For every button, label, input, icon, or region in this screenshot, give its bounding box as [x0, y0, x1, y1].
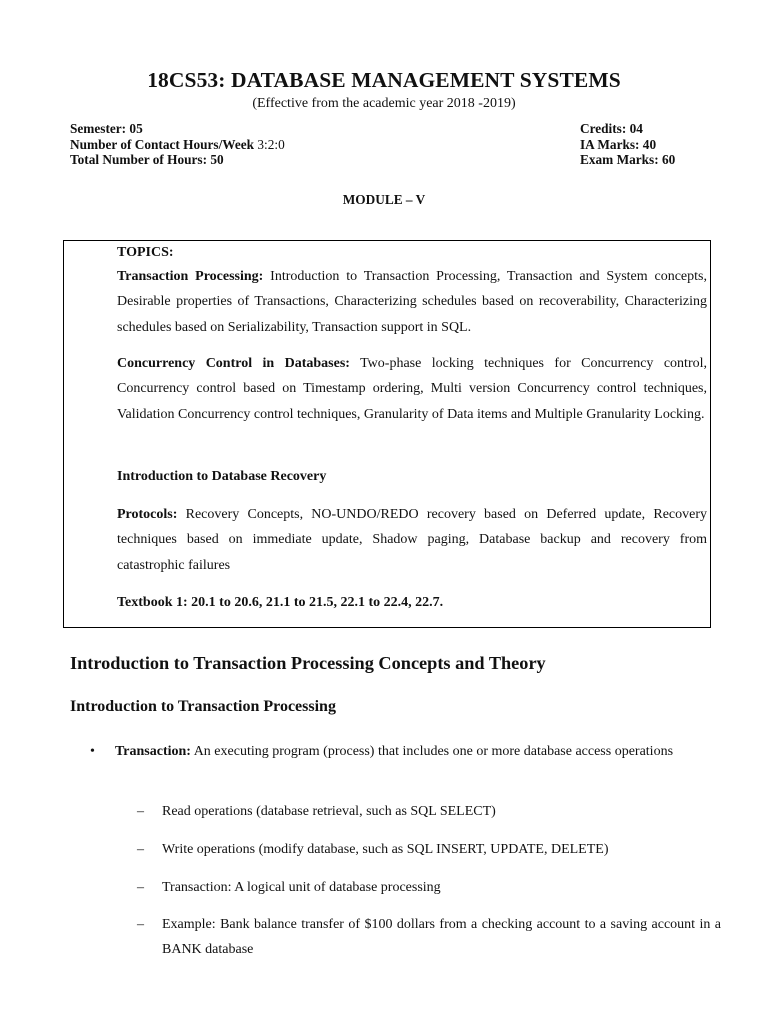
list-item-text: Read operations (database retrieval, such as SQL SELECT)	[162, 804, 496, 819]
topics-box	[63, 240, 711, 628]
dash-icon: –	[137, 917, 144, 932]
section-heading: Introduction to Transaction Processing Concepts and Theory	[70, 653, 546, 673]
transaction-text: An executing program (process) that includes one or more database access operations	[190, 744, 674, 759]
protocols-paragraph	[117, 502, 707, 578]
dash-icon: –	[137, 804, 144, 819]
protocols-text: Recovery Concepts, NO-UNDO/REDO recovery based on Deferred update, Recovery techniques based on immediate update, Shadow paging, Database backup and recovery from catastrophic failures	[117, 507, 707, 573]
semester: Semester: 05	[70, 121, 143, 136]
section-subheading: Introduction to Transaction Processing	[70, 698, 336, 715]
dash-icon: –	[137, 842, 144, 857]
course-meta-right	[580, 121, 675, 168]
concurrency-paragraph	[117, 351, 707, 427]
dash-icon: –	[137, 880, 144, 895]
list-item-text: Transaction: A logical unit of database processing	[162, 880, 441, 895]
contact-hours-label: Number of Contact Hours/Week	[70, 136, 255, 152]
course-meta-left	[70, 121, 285, 168]
transaction-definition	[115, 739, 721, 764]
exam-marks: Exam Marks: 60	[580, 152, 676, 167]
list-item-text: Example: Bank balance transfer of $100 dollars from a checking account to a saving account in a BANK database	[162, 917, 721, 958]
document-title: 18CS53: DATABASE MANAGEMENT SYSTEMS	[147, 68, 621, 92]
protocols-label: Protocols:	[117, 507, 178, 522]
recovery-heading: Introduction to Database Recovery	[117, 469, 327, 484]
contact-hours	[70, 137, 285, 153]
topics-heading: TOPICS:	[117, 245, 174, 260]
ia-marks: IA Marks: 40	[580, 136, 657, 152]
concurrency-label: Concurrency Control in Databases:	[117, 356, 350, 371]
concurrency-text: Two-phase locking techniques for Concurrency control, Concurrency control based on Timestamp ordering, Multi version Concurrency control techniques, Validation Concurrency control techniques, Granularity of Data items and Multiple Granularity Locking.	[117, 356, 708, 422]
contact-hours-value: 3:2:0	[254, 136, 285, 152]
document-subtitle: (Effective from the academic year 2018 -2019)	[252, 96, 516, 111]
credits: Credits: 04	[580, 121, 643, 136]
textbook-reference: Textbook 1: 20.1 to 20.6, 21.1 to 21.5, 22.1 to 22.4, 22.7.	[117, 595, 444, 610]
transaction-processing-label: Transaction Processing:	[117, 269, 264, 284]
transaction-label: Transaction:	[115, 744, 191, 759]
list-item-text: Write operations (modify database, such as SQL INSERT, UPDATE, DELETE)	[162, 842, 609, 857]
bullet-icon: •	[90, 744, 95, 759]
transaction-processing-paragraph	[117, 264, 707, 340]
transaction-processing-text: Introduction to Transaction Processing, Transaction and System concepts, Desirable properties of Transactions, Characterizing schedules based on recoverability, Characterizing schedules based on Serializability, Transaction support in SQL.	[117, 269, 707, 335]
total-hours: Total Number of Hours: 50	[70, 152, 224, 167]
module-heading: MODULE – V	[342, 192, 426, 207]
